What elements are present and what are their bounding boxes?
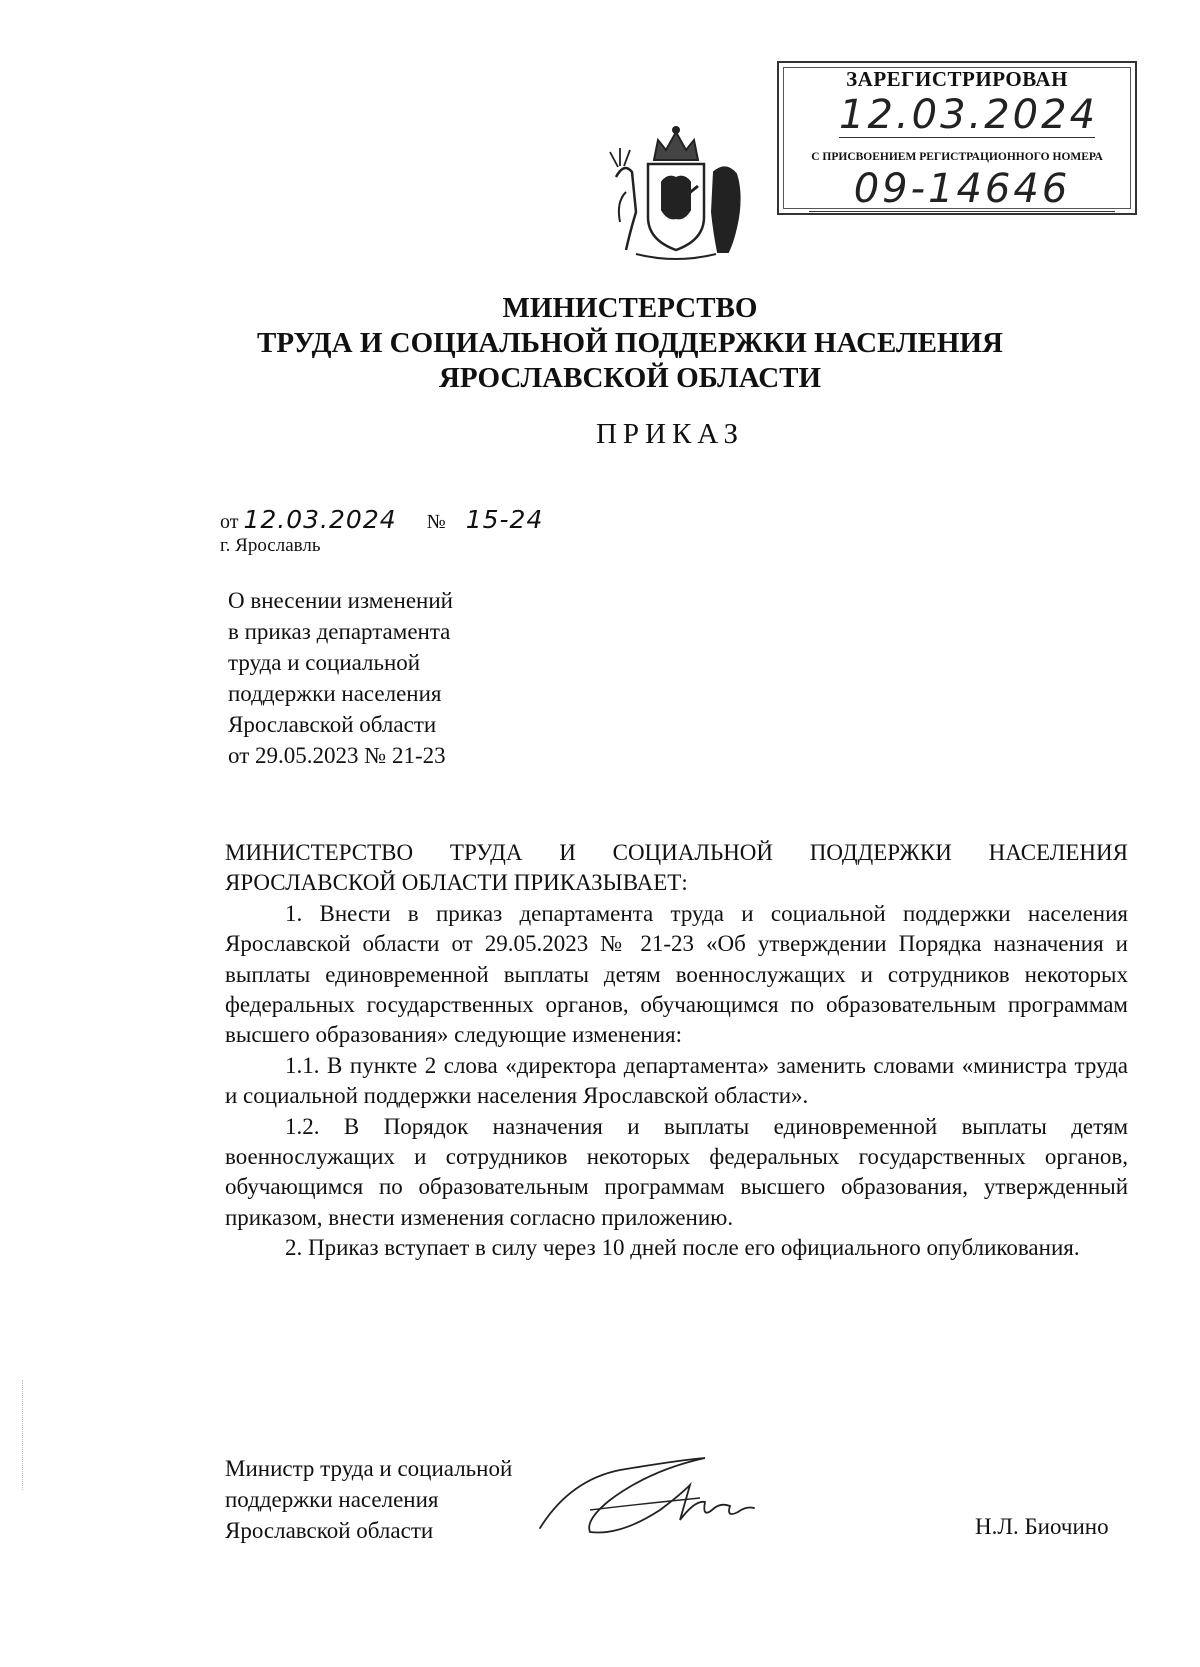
signatory-position: [225, 1453, 512, 1546]
scan-artifact: [22, 1380, 29, 1490]
number-prefix: №: [426, 511, 446, 533]
position-line: поддержки населения: [225, 1487, 439, 1512]
clause-1-2: 1.2. В Порядок назначения и выплаты единовременной выплаты детям военнослужащих и сотрудников некоторых федеральных государственных органов, обучающимся по образовательным программам высшего образования, утвержденный приказом, внести изменения согласно приложению.: [225, 1113, 1128, 1230]
position-line: Министр труда и социальной: [225, 1456, 513, 1481]
order-date: 12.03.2024: [243, 505, 397, 534]
stamp-title: ЗАРЕГИСТРИРОВАН: [846, 67, 1068, 91]
preamble: МИНИСТЕРСТВО ТРУДА И СОЦИАЛЬНОЙ ПОДДЕРЖКИ НАСЕЛЕНИЯ ЯРОСЛАВСКОЙ ОБЛАСТИ ПРИКАЗЫВАЕТ:: [225, 840, 1128, 896]
org-title-line: МИНИСТЕРСТВО: [502, 292, 758, 324]
order-number: 15-24: [465, 505, 544, 534]
position-line: Ярославской области: [225, 1518, 434, 1543]
registration-stamp: [777, 61, 1137, 215]
order-body: [225, 838, 1128, 1264]
date-prefix: от: [220, 511, 239, 533]
subject-line: Ярославской области: [228, 712, 437, 737]
subject-line: от 29.05.2023 № 21-23: [228, 743, 446, 768]
stamp-registration-number: 09-14646: [809, 167, 1115, 212]
document-type: ПРИКАЗ: [595, 418, 745, 450]
organization-title: [200, 291, 1060, 396]
org-title-line: ТРУДА И СОЦИАЛЬНОЙ ПОДДЕРЖКИ НАСЕЛЕНИЯ: [257, 327, 1003, 359]
signatory-name: Н.Л. Биочино: [975, 1514, 1109, 1539]
order-city: г. Ярославль: [220, 535, 321, 556]
subject-line: в приказ департамента: [228, 619, 451, 644]
stamp-subtitle: С ПРИСВОЕНИЕМ РЕГИСТРАЦИОННОГО НОМЕРА: [811, 151, 1103, 163]
coat-of-arms-icon: [596, 122, 756, 267]
stamp-date: 12.03.2024: [839, 92, 1099, 138]
clause-2: 2. Приказ вступает в силу через 10 дней после его официального опубликования.: [285, 1235, 1080, 1261]
subject-line: труда и социальной: [228, 650, 421, 675]
subject-line: О внесении изменений: [228, 588, 453, 613]
order-subject: [228, 585, 528, 771]
org-title-line: ЯРОСЛАВСКОЙ ОБЛАСТИ: [438, 362, 822, 394]
subject-line: поддержки населения: [228, 681, 442, 706]
handwritten-signature: [530, 1440, 790, 1540]
clause-1: 1. Внести в приказ департамента труда и социальной поддержки населения Ярославской области от 29.05.2023 № 21-23 «Об утверждении Порядка назначения и выплаты единовременной выплаты детям военнослужащих и сотрудников некоторых федеральных государственных органов, обучающимся по образовательным программам высшего образования» следующие изменения:: [225, 900, 1128, 1048]
order-dateline: [220, 505, 543, 534]
clause-1-1: 1.1. В пункте 2 слова «директора департамента» заменить словами «министра труда и социальной поддержки населения Ярославской области».: [225, 1052, 1128, 1109]
